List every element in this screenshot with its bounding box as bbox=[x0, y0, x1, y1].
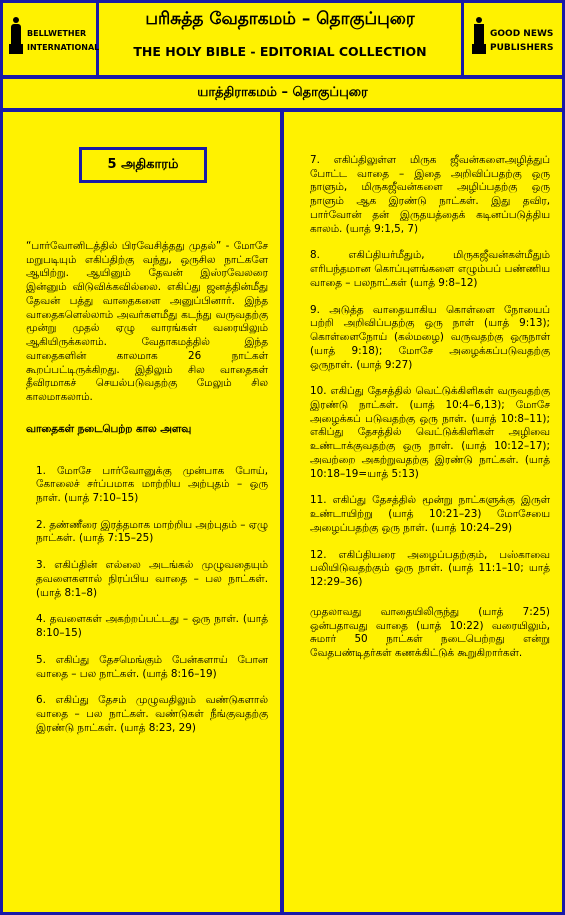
right-column bbox=[284, 112, 562, 912]
list-item: 11. எகிப்து தேசத்தில் மூன்று நாட்களுக்கு இருள் உண்டாயிற்று (யாத் 10:21–23) மோசேயை அழைப்பதற்கு ஒரு நாள். (யாத் 10:24–29) bbox=[310, 494, 550, 534]
title-panel bbox=[99, 3, 461, 75]
list-item: 7. எகிப்திலுள்ள மிருக ஜீவன்களைஅழித்துப் போட்ட வாதை – இதை அறிவிப்பதற்கு ஒரு நாளும், மிருகஜீவன்களை அழிப்பதற்கு ஒரு நாளும் ஆக இரண்டு நாட்கள். இது தவிர, பார்வோன் தன் இருதயத்தைக் கடினப்படுத்திய காலம். (யாத் 9:1,5, 7) bbox=[310, 154, 550, 235]
left-column bbox=[3, 112, 280, 912]
closing-paragraph: முதலாவது வாதையிலிருந்து (யாத் 7:25) ஒன்பதாவது வாதை (யாத் 10:22) வரையிலும், சுமார் 50 நாட்கள் நடைபெற்றது என்று வேதபண்டிதர்கள் கணக்கிட்டுக் கூறுகிறார்கள். bbox=[310, 605, 550, 660]
list-item: 6. எகிப்து தேசம் முழுவதிலும் வண்டுகளால் வாதை – பல நாட்கள். வண்டுகள் நீங்குவதற்கு இரண்டு நாட்கள். (யாத் 8:23, 29) bbox=[36, 694, 268, 734]
left-column-text bbox=[26, 240, 268, 749]
list-item: 12. எகிப்தியரை அழைப்பதற்கும், பஸ்காவை பலியிடுவதற்கும் ஒரு நாள். (யாத் 11:1–10; யாத் 12:29–36) bbox=[310, 548, 550, 589]
list-item: 9. அடுத்த வாதையாகிய கொள்ளை நோயைப் பற்றி அறிவிப்பதற்கு ஒரு நாள் (யாத் 9:13); கொள்ளைநோய் (கல்மழை) வருவதற்கு ஒருநாள் (யாத் 9:18); மோசே அழைக்கப்படுவதற்கு ஒருநாள். (யாத் 9:27) bbox=[310, 303, 550, 371]
logo-left-line1: BELLWETHER bbox=[27, 29, 87, 38]
list-item: 8. எகிப்தியர்மீதும், மிருகஜீவன்கள்மீதும் எரிபந்தமான கொப்புளங்களை எழும்பப் பண்ணிய வாதை – பலநாட்கள் (யாத் 9:8–12) bbox=[310, 249, 550, 289]
book-subtitle: யாத்திராகமம் – தொகுப்புரை bbox=[197, 85, 368, 100]
list-item: 10. எகிப்து தேசத்தில் வெட்டுக்கிளிகள் வருவதற்கு இரண்டு நாட்கள். (யாத் 10:4–6,13); மோசே அழைக்கப் படுவதற்கு ஒரு நாள். (யாத் 10:8–11); எகிப்து தேசத்தில் வெட்டுக்கிளிகள் அழிவை உண்டாக்குவதற்கு ஒரு நாள். (யாத் 10:12–17); அவற்றை அகற்றுவதற்கு இரண்டு நாட்கள். (யாத் 10:18–19=யாத் 5:13) bbox=[310, 385, 550, 480]
list-item: 3. எகிப்தின் எல்லை அடங்கல் முழுவதையும் தவளைகளால் நிரப்பிய வாதை – பல நாட்கள். (யாத் 8:1–8) bbox=[36, 559, 268, 599]
list-item: 4. தவளைகள் அகற்றப்பட்டது – ஒரு நாள். (யாத் 8:10–15) bbox=[36, 613, 268, 640]
logo-right-line2: PUBLISHERS bbox=[490, 43, 554, 53]
good-news-logo-icon bbox=[472, 17, 486, 57]
list-item: 2. தண்ணீரை இரத்தமாக மாற்றிய அற்புதம் – ஏழு நாட்கள். (யாத் 7:15–25) bbox=[36, 518, 268, 545]
subheader-panel bbox=[3, 79, 562, 108]
logo-right-panel bbox=[464, 3, 562, 75]
list-item: 1. மோசே பார்வோனுக்கு முன்பாக போய், கோலைச் சர்ப்பமாக மாற்றிய அற்புதம் – ஒரு நாள். (யாத் 7:10–15) bbox=[36, 464, 268, 505]
intro-paragraph: “பார்வோனிடத்தில் பிரவேசித்தது முதல்” - மோசே மறுபடியும் எகிப்திற்கு வந்து, ஒருசில நாட்களே ஆயிற்று. ஆயினும் தேவன் இஸ்ரவேலரை இன்னும் விடுவிக்கவில்லை. எகிப்து ஜனத்தின்மீது தேவன் பத்து வாதைகளை அனுப்பினார். இந்த வாதைகளெல்லாம் அவர்களமீது கடந்து வருவதற்கு மூன்று முதல் ஏழு வாரங்கள் வரையிலும் ஆகியிருக்கலாம். வேதாகமத்தில் இந்த வாதைகளின் காலமாக 26 நாட்கள் கூறப்பட்டிருக்கிறது. இதிலும் சில வாதைகள் தீவிரமாகச் செயல்படுவதற்கு மேலும் சில காலமாகலாம். bbox=[26, 240, 268, 404]
logo-left-line2: INTERNATIONAL bbox=[27, 43, 100, 52]
page-title-tamil: பரிசுத்த வேதாகமம் – தொகுப்புரை bbox=[145, 9, 415, 29]
bellwether-logo-icon bbox=[9, 17, 23, 57]
list-item: 5. எகிப்து தேசமெங்கும் பேன்களாய் போன வாதை – பல நாட்கள். (யாத் 8:16–19) bbox=[36, 653, 268, 680]
logo-left-panel bbox=[3, 3, 100, 75]
right-column-text bbox=[310, 154, 550, 674]
section-heading: வாதைகள் நடைபெற்ற கால அளவு bbox=[26, 422, 192, 435]
chapter-label: 5 அதிகாரம் bbox=[79, 147, 207, 183]
logo-right-line1: GOOD NEWS bbox=[490, 29, 554, 39]
page-title-english: THE HOLY BIBLE - EDITORIAL COLLECTION bbox=[133, 44, 427, 59]
